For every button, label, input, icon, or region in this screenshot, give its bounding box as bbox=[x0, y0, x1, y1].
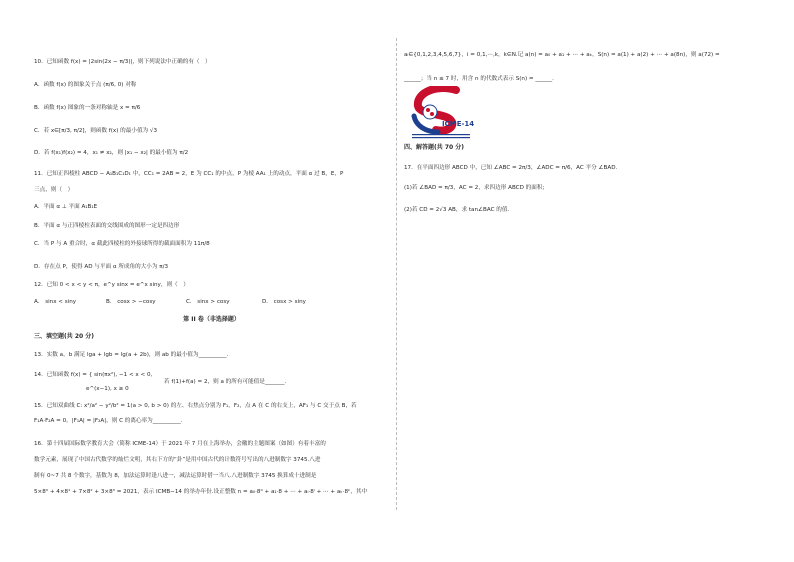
q13-stem: 13．实数 a，b 满足 lga + lgb = lg(a + 2b)，则 ab 的最小值为__________. bbox=[34, 352, 229, 358]
q17-stem: 17．在平面四边形 ABCD 中，已知 ∠ABC = 2π/3，∠ADC = π/6，AC 平分 ∠BAD. bbox=[404, 165, 618, 171]
q11-option-d: D．存在点 P，使得 AD 与平面 α 所成角的大小为 π/3 bbox=[34, 264, 169, 270]
section-fill-in-heading: 三、填空题(共 20 分) bbox=[34, 333, 95, 340]
q12-option-c: C． sinx > cosy bbox=[186, 299, 230, 305]
q12-stem: 12．已知 0 < x < y < π，e^y sinx = e^x siny，则（ ） bbox=[34, 282, 189, 288]
q11-option-a: A．平面 α ⊥ 平面 A₁B₁E bbox=[34, 204, 98, 210]
logo-blue-swoosh bbox=[414, 116, 438, 132]
q14-line1: 14．已知函数 f(x) = { sin(πx²), −1 < x < 0, bbox=[34, 372, 153, 378]
section-solutions-heading: 四、解答题(共 70 分) bbox=[404, 144, 465, 151]
q11-option-c: C．当 P 与 A 重合时，α 截此四棱柱的外接球所得的截面面积为 11π/8 bbox=[34, 241, 210, 247]
q16-line4: 5×8⁰ + 4×8¹ + 7×8² + 3×8³ = 2021，表示 ICMB−14 的举办年份.设正整数 n = a₀·8⁰ + a₁·8 + ⋯ + aᵢ·8ⁱ + ⋯ + aₖ·8ᵏ，其中 bbox=[34, 489, 368, 495]
q12-option-b: B． cosx > −cosy bbox=[106, 299, 156, 305]
part-two-heading: 第 II 卷（非选择题） bbox=[183, 316, 240, 323]
q10-stem: 10．已知函数 f(x) = |2sin(2x − π/3)|，则下列说法中正确的有（ ） bbox=[34, 59, 211, 65]
q12-option-a: A． sinx < siny bbox=[34, 299, 77, 305]
q16-line1: 16．第十四届国际数学教育大会（简称 ICME-14）于 2021 年 7 月在上海举办，会徽的主题图案（如图）有着丰富的 bbox=[34, 441, 326, 447]
icme-logo-emblem bbox=[408, 86, 474, 142]
q16-continued-line1: aᵢ∈{0,1,2,3,4,5,6,7}，i = 0,1,⋯,k，k∈N.记 a(n) = a₀ + a₁ + ⋯ + aₖ，S(n) = a(1) + a(2) + ⋯ + a(8n)，则 a(72) = bbox=[404, 52, 720, 58]
q16-continued-line2: ______；当 n ≤ 7 时，用含 n 的代数式表示 S(n) = ______. bbox=[404, 76, 554, 82]
q10-option-b: B．函数 f(x) 图象的一条对称轴是 x = π/6 bbox=[34, 105, 141, 111]
logo-text: ICME-14 bbox=[442, 120, 474, 128]
q10-option-c: C．若 x∈[π/3, π/2]，则函数 f(x) 的最小值为 √3 bbox=[34, 128, 158, 134]
logo-dot bbox=[430, 112, 434, 116]
q15-line1: 15．已知双曲线 C: x²/a² − y²/b² = 1(a > 0, b > 0) 的左、右焦点分别为 F₁，F₂，点 A 在 C 的右支上，AF₁ 与 C 交于点 B，若 bbox=[34, 403, 357, 409]
q14-line3: e^(x−1), x ≥ 0 bbox=[86, 386, 129, 392]
q11-option-b: B．平面 α 与正四棱柱表面的交线围成的图形一定是四边形 bbox=[34, 223, 180, 229]
column-divider bbox=[396, 38, 397, 510]
logo-bar bbox=[412, 134, 470, 135]
q15-line2: F₁A·F₂A = 0，|F₁A| = |F₂A|，则 C 的离心率为__________. bbox=[34, 418, 183, 424]
logo-center-disc bbox=[423, 105, 437, 119]
q17-part2: (2)若 CD = 2√3 AB，求 tan∠BAC 的值. bbox=[404, 207, 510, 213]
q10-option-d: D．若 f(x₁)f(x₂) = 4，x₁ ≠ x₂，则 |x₁ − x₂| 的最小值为 π/2 bbox=[34, 150, 189, 156]
q14-line2: 若 f(1)+f(a) = 2，则 a 的所有可能值是_______. bbox=[164, 379, 287, 385]
q11-stem-line2: 三点，则（ ） bbox=[34, 187, 74, 193]
q11-stem-line1: 11．已知正四棱柱 ABCD − A₁B₁C₁D₁ 中，CC₁ = 2AB = 2，E 为 CC₁ 的中点，P 为棱 AA₁ 上的动点，平面 α 过 B，E，P bbox=[34, 171, 344, 177]
logo-dot bbox=[426, 108, 430, 112]
logo-bar bbox=[412, 137, 470, 138]
q16-line2: 数学元素，展现了中国古代数学的灿烂文明，其右下方的“卦”是用中国古代的计数符号写出的八进制数字 3745.八进 bbox=[34, 457, 321, 463]
q16-line3: 制有 0~7 共 8 个数字，基数为 8，加法运算时逢八进一，减法运算时借一当八.八进制数字 3745 换算成十进制是 bbox=[34, 473, 317, 479]
q17-part1: (1)若 ∠BAD = π/3，AC = 2，求四边形 ABCD 的面积; bbox=[404, 185, 545, 191]
q12-option-d: D． cosx > siny bbox=[262, 299, 306, 305]
q10-option-a: A．函数 f(x) 的图象关于点 (π/6, 0) 对称 bbox=[34, 82, 137, 88]
